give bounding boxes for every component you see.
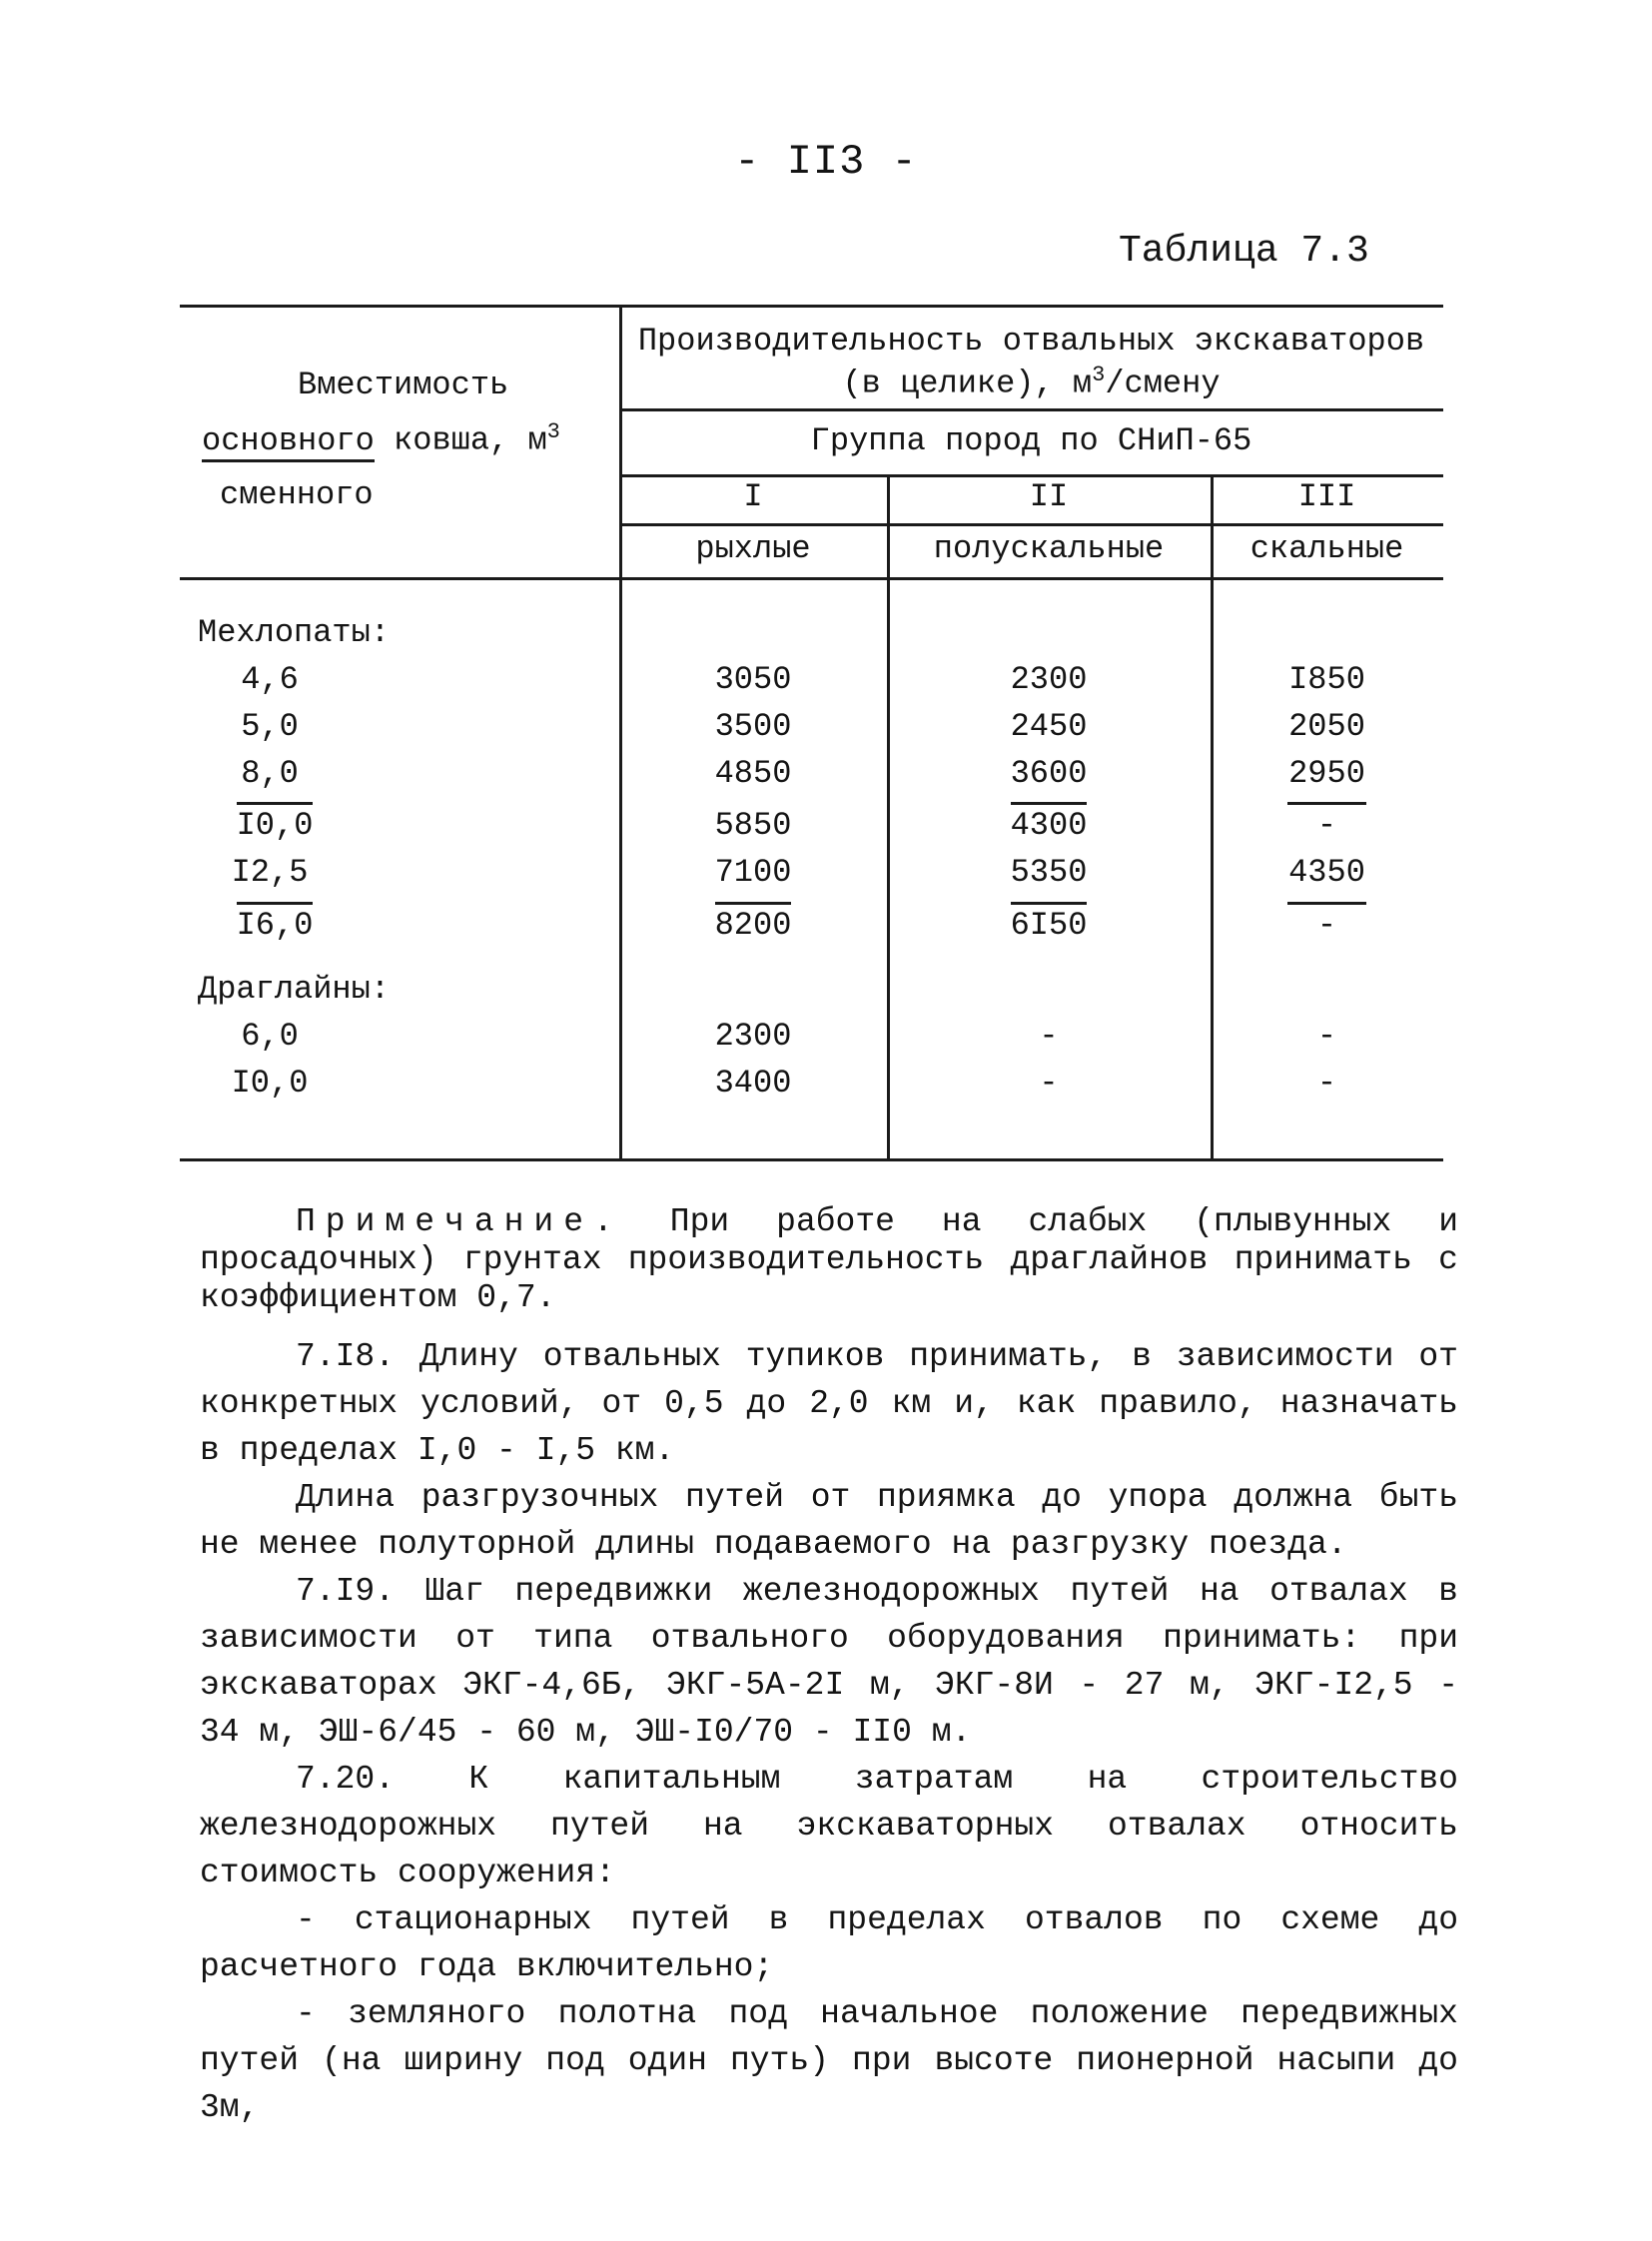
note-paragraph (200, 1203, 1458, 1317)
table-top-rule (180, 305, 1443, 308)
row-header-line2 (202, 419, 560, 459)
table-bottom-rule (180, 1158, 1443, 1161)
value-cell: 2300 (1010, 661, 1088, 698)
paragraph-list-item-2: - земляного полотна под начальное положение передвижных путей (на ширину под один путь) при высоте пионерной насыпи до 3м, (200, 1995, 1458, 2126)
group-header (619, 325, 1443, 401)
value-cell: 7100 (714, 854, 792, 891)
paragraph-7-19: 7.I9. Шаг передвижки железнодорожных путей на отвалах в зависимости от типа отвального оборудования принимать: при экскаваторах ЭКГ-4,6Б, ЭКГ-5А-2I м, ЭКГ-8И - 27 м, ЭКГ-I2,5 - 34 м, ЭШ-6/45 - 60 м, ЭШ-I0/70 - II0 м. (200, 1573, 1458, 1751)
column-roman-1: I (743, 478, 763, 515)
column-name-3: скальные (1249, 530, 1404, 567)
header-rule-1 (619, 408, 1443, 411)
column-name-1: рыхлые (695, 530, 811, 567)
paragraph-7-18: 7.I8. Длину отвальных тупиков принимать, в зависимости от конкретных условий, от 0,5 до 2,0 км и, как правило, назначать в пределах I,0 - I,5 км. (200, 1338, 1458, 1469)
value-cell: 4350 (1288, 854, 1365, 891)
value-overlined: 8200 (715, 902, 792, 944)
group-header-unit: (в целике), м (842, 365, 1093, 402)
paragraph-list-item-1: - стационарных путей в пределах отвалов по схеме до расчетного года включительно; (200, 1901, 1458, 1985)
group-header-line2 (619, 359, 1443, 401)
capacity-cell: I0,0 (231, 1065, 309, 1102)
value-cell: 5350 (1010, 854, 1088, 891)
capacity-overlined: I0,0 (237, 802, 314, 844)
capacity-cell: 5,0 (241, 708, 299, 745)
value-cell: 3400 (714, 1065, 792, 1102)
value-overlined: - (1287, 902, 1366, 944)
capacity-cell: 6,0 (241, 1018, 299, 1055)
row-header-line1: Вместимость (298, 367, 509, 403)
productivity-table (180, 305, 1443, 1163)
group-header-unit-sup: 3 (1092, 363, 1106, 387)
column-name-2: полускальные (933, 530, 1165, 567)
row-header-unit-sup: 3 (546, 419, 560, 444)
capacity-cell (235, 807, 315, 844)
capacity-cell: 4,6 (241, 661, 299, 698)
value-cell: 3500 (714, 708, 792, 745)
header-rule-2 (619, 474, 1443, 477)
value-cell: - (1039, 1065, 1059, 1102)
group-header-line1: Производительность отвальных экскаваторов (637, 323, 1425, 360)
value-cell: I850 (1288, 661, 1365, 698)
capacity-overlined: I6,0 (237, 902, 314, 944)
header-bottom-rule (180, 577, 1443, 580)
value-cell: 5850 (714, 807, 792, 844)
note-text: При работе на слабых (плывунных и просадочных) грунтах производительность драглайнов принимать с коэффициентом 0,7. (200, 1203, 1458, 1316)
capacity-cell: I2,5 (231, 854, 309, 891)
value-cell: - (1316, 1018, 1337, 1055)
value-cell (1211, 907, 1443, 944)
table-note (200, 1203, 1458, 1317)
column-roman-3: III (1297, 478, 1356, 515)
value-cell: 2050 (1288, 708, 1365, 745)
section-label-draglines: Драглайны: (198, 971, 391, 1008)
value-overlined: 4300 (1011, 802, 1088, 844)
value-overlined: 6I50 (1011, 902, 1088, 944)
table-caption: Таблица 7.3 (1119, 230, 1369, 273)
header-rule-3 (619, 523, 1443, 526)
group-header-unit-post: /смену (1105, 365, 1221, 402)
value-cell: 4850 (714, 755, 792, 792)
value-cell: 2300 (714, 1018, 792, 1055)
paragraph-7-20: 7.20. К капитальным затратам на строительство железнодорожных путей на экскаваторных отвалах относить стоимость сооружения: (200, 1761, 1458, 1891)
value-cell: 2450 (1010, 708, 1088, 745)
paragraph-unloading-tracks: Длина разгрузочных путей от приямка до упора должна быть не менее полуторной длины подаваемого на разгрузку поезда. (200, 1479, 1458, 1563)
subgroup-header: Группа пород по СНиП-65 (810, 422, 1252, 459)
value-cell (619, 907, 887, 944)
value-overlined: - (1287, 802, 1366, 844)
page-number: - II3 - (734, 138, 918, 186)
value-cell (1211, 807, 1443, 844)
value-cell (887, 907, 1211, 944)
row-header-unit: ковша, м (394, 421, 547, 459)
value-cell: - (1039, 1018, 1059, 1055)
capacity-cell: 8,0 (241, 755, 299, 792)
value-cell (887, 807, 1211, 844)
row-header-line3: сменного (220, 476, 374, 513)
value-cell: - (1316, 1065, 1337, 1102)
value-cell: 2950 (1288, 755, 1365, 792)
body-text (200, 1333, 1458, 2131)
column-roman-2: II (1029, 478, 1069, 515)
note-label: Примечание. (296, 1203, 623, 1240)
row-header-basic: основного (202, 422, 375, 462)
capacity-cell (235, 907, 315, 944)
section-label-shovels: Мехлопаты: (198, 614, 391, 651)
value-cell: 3600 (1010, 755, 1088, 792)
value-cell: 3050 (714, 661, 792, 698)
